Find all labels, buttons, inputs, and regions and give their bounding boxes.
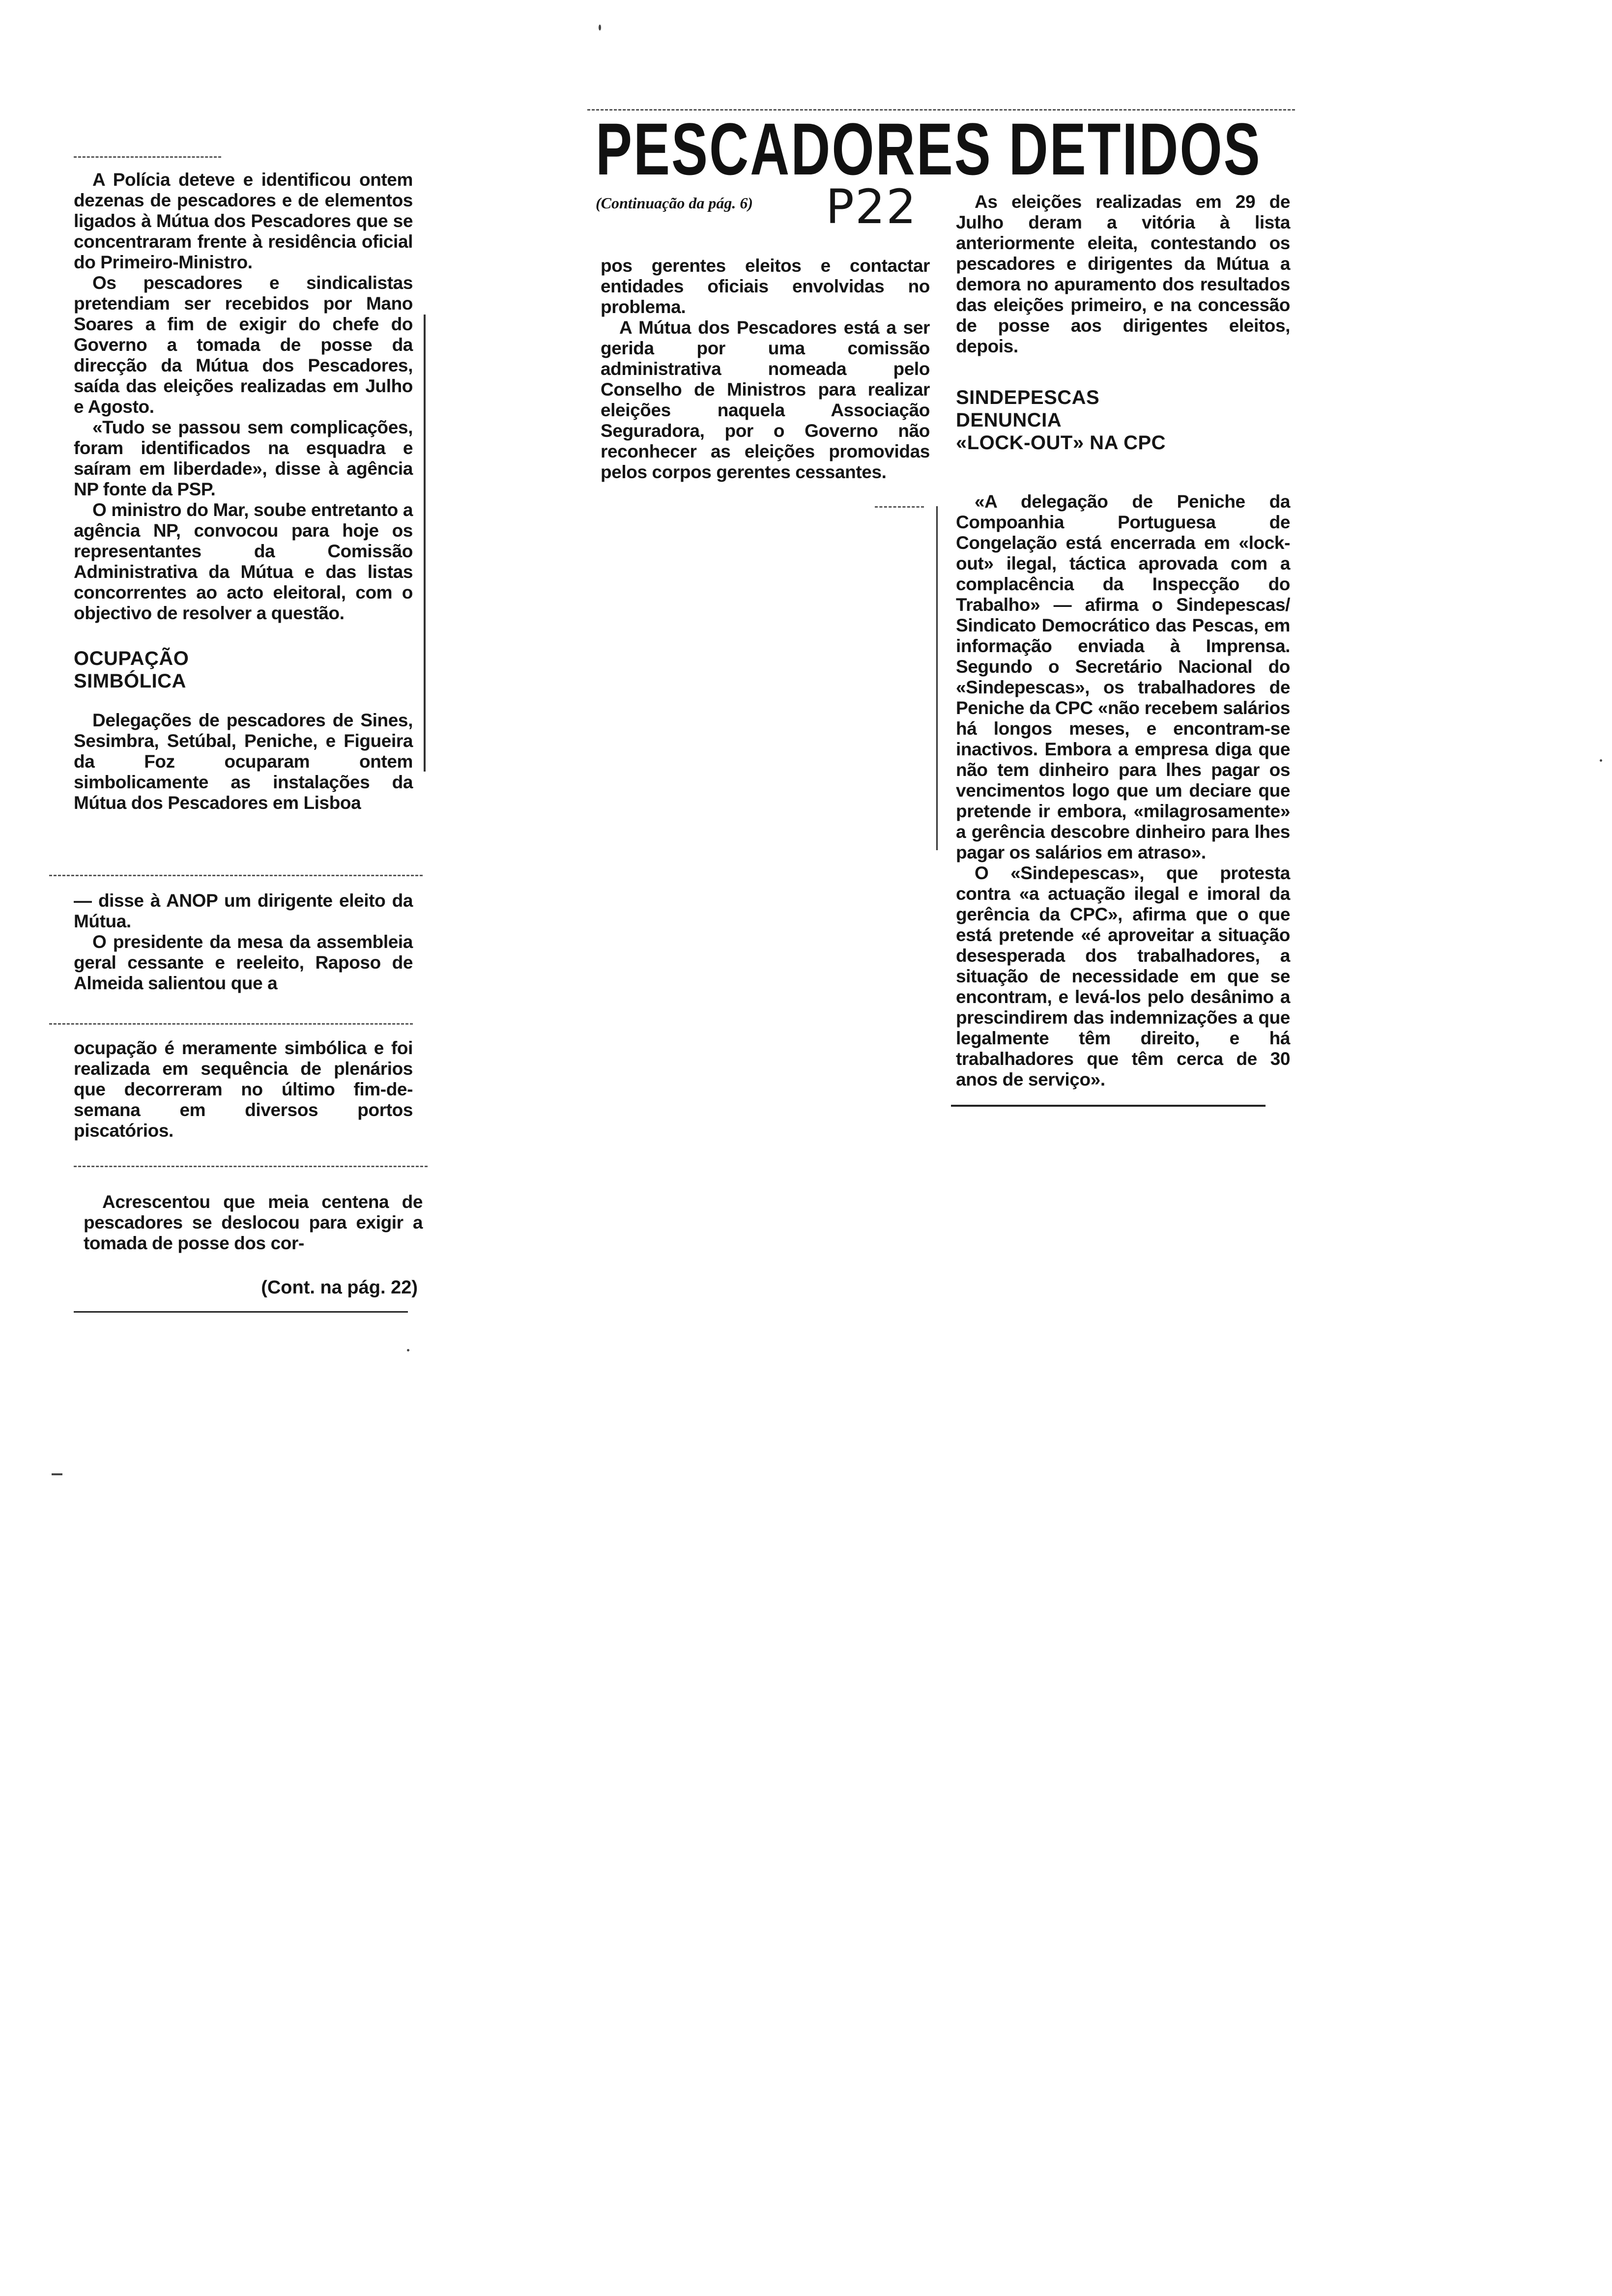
- right-column-bottom-rule: [951, 1105, 1266, 1107]
- right-column: [956, 192, 1290, 1090]
- subhead-ocupacao: OCUPAÇÃO SIMBÓLICA: [74, 648, 189, 692]
- middle-column: [601, 256, 930, 483]
- left-clip-4: [84, 1192, 423, 1298]
- scan-speck: [407, 1349, 409, 1351]
- continuation-reference: (Cont. na pág. 22): [261, 1277, 418, 1298]
- right-paragraph-1: As eleições realizadas em 29 de Julho deram a vitória à lista anteriormente eleita, contestando os pescadores e dirigentes da Mútua a demora no apuramento dos resultados das eleições primeiro, e na concessão de posse aos dirigentes eleitos, depois.: [956, 192, 1290, 356]
- clip-separator-3: [74, 1166, 428, 1167]
- middle-paragraph-1: pos gerentes eleitos e contactar entidades oficiais envolvidas no problema.: [601, 256, 930, 317]
- left-paragraph-5: Delegações de pescadores de Sines, Sesimbra, Setúbal, Peniche, e Figueira da Foz ocuparam ontem simbolicamente as instalações da Mútua dos Pescadores em Lisboa: [74, 710, 413, 813]
- left-paragraph-8: ocupação é meramente simbólica e foi realizada em sequência de plenários que decorreram no último fim-de-semana em diversos portos piscatórios.: [74, 1038, 413, 1141]
- right-clip-edge: [936, 506, 938, 850]
- subhead-sindepescas-1: SINDEPESCAS: [956, 387, 1100, 408]
- left-paragraph-1: A Polícia deteve e identificou ontem dezenas de pescadores e de elementos ligados à Mútua dos Pescadores que se concentraram frente à residência oficial do Primeiro-Ministro.: [74, 170, 413, 272]
- middle-bottom-mark: [875, 506, 924, 508]
- left-clip-edge: [424, 315, 426, 772]
- right-paragraph-3: O «Sindepescas», que protesta contra «a actuação ilegal e imoral da gerência da CPC», afirma que o que está pretende «é aproveitar a situação desesperada dos trabalhadores, a situação de necessidade em que se encontram, e levá-los pelo desânimo a prescindirem das indemnizações a que legalmente têm direito, e há trabalhadores que têm cerca de 30 anos de serviço».: [956, 863, 1290, 1090]
- scan-speck: [599, 25, 601, 30]
- left-paragraph-3: «Tudo se passou sem complicações, foram identificados na esquadra e saíram em liberdade», disse à agência NP fonte da PSP.: [74, 417, 413, 499]
- subhead-sindepescas-3: «LOCK-OUT» NA CPC: [956, 432, 1166, 454]
- left-clip-top-mark: [74, 156, 221, 158]
- left-paragraph-4: O ministro do Mar, soube entretanto a agência NP, convocou para hoje os representantes da Comissão Administrativa da Mútua e das listas concorrentes ao acto eleitoral, com o objectivo de resolver a questão.: [74, 500, 413, 623]
- scan-speck: [1600, 759, 1602, 762]
- left-paragraph-6: — disse à ANOP um dirigente eleito da Mútua.: [74, 890, 413, 931]
- clip-separator-1: [49, 875, 423, 876]
- handwritten-page-note: P22: [826, 179, 918, 234]
- continuation-note: (Continuação da pág. 6): [596, 194, 753, 212]
- subhead-sindepescas-2: DENUNCIA: [956, 409, 1062, 431]
- left-clip-3: [74, 1038, 413, 1141]
- headline: PESCADORES DETIDOS: [596, 108, 1262, 190]
- scan-speck: [52, 1473, 62, 1475]
- left-clip-bottom-rule: [74, 1311, 408, 1313]
- right-paragraph-2: «A delegação de Peniche da Compoanhia Portuguesa de Congelação está encerrada em «lock-out» ilegal, táctica aprovada com a complacência da Inspecção do Trabalho» — afirma o Sindepescas/ Sindicato Democrático das Pescas, em informação enviada à Imprensa. Segundo o Secretário Nacional do «Sindepescas», os trabalhadores de Peniche da CPC «não recebem salários há longos meses, e encontram-se inactivos. Embora a empresa diga que não tem dinheiro para lhes pagar os vencimentos logo que um deciare que pretende ir embora, «milagrosamente» a gerência descobre dinheiro para lhes pagar os salários em atraso».: [956, 491, 1290, 862]
- left-clip-main: [74, 170, 413, 813]
- left-clip-2: [74, 890, 413, 994]
- left-paragraph-7: O presidente da mesa da assembleia geral cessante e reeleito, Raposo de Almeida salientou que a: [74, 932, 413, 993]
- clip-separator-2: [49, 1023, 413, 1025]
- left-paragraph-9: Acrescentou que meia centena de pescadores se deslocou para exigir a tomada de posse dos cor-: [84, 1192, 423, 1253]
- top-scan-mark: [587, 109, 1295, 111]
- middle-paragraph-2: A Mútua dos Pescadores está a ser gerida por uma comissão administrativa nomeada pelo Conselho de Ministros para realizar eleições naquela Associação Seguradora, por o Governo não reconhecer as eleições promovidas pelos corpos gerentes cessantes.: [601, 317, 930, 482]
- left-paragraph-2: Os pescadores e sindicalistas pretendiam ser recebidos por Mano Soares a fim de exigir do chefe do Governo a tomada de posse da direcção da Mútua dos Pescadores, saída das eleições realizadas em Julho e Agosto.: [74, 273, 413, 417]
